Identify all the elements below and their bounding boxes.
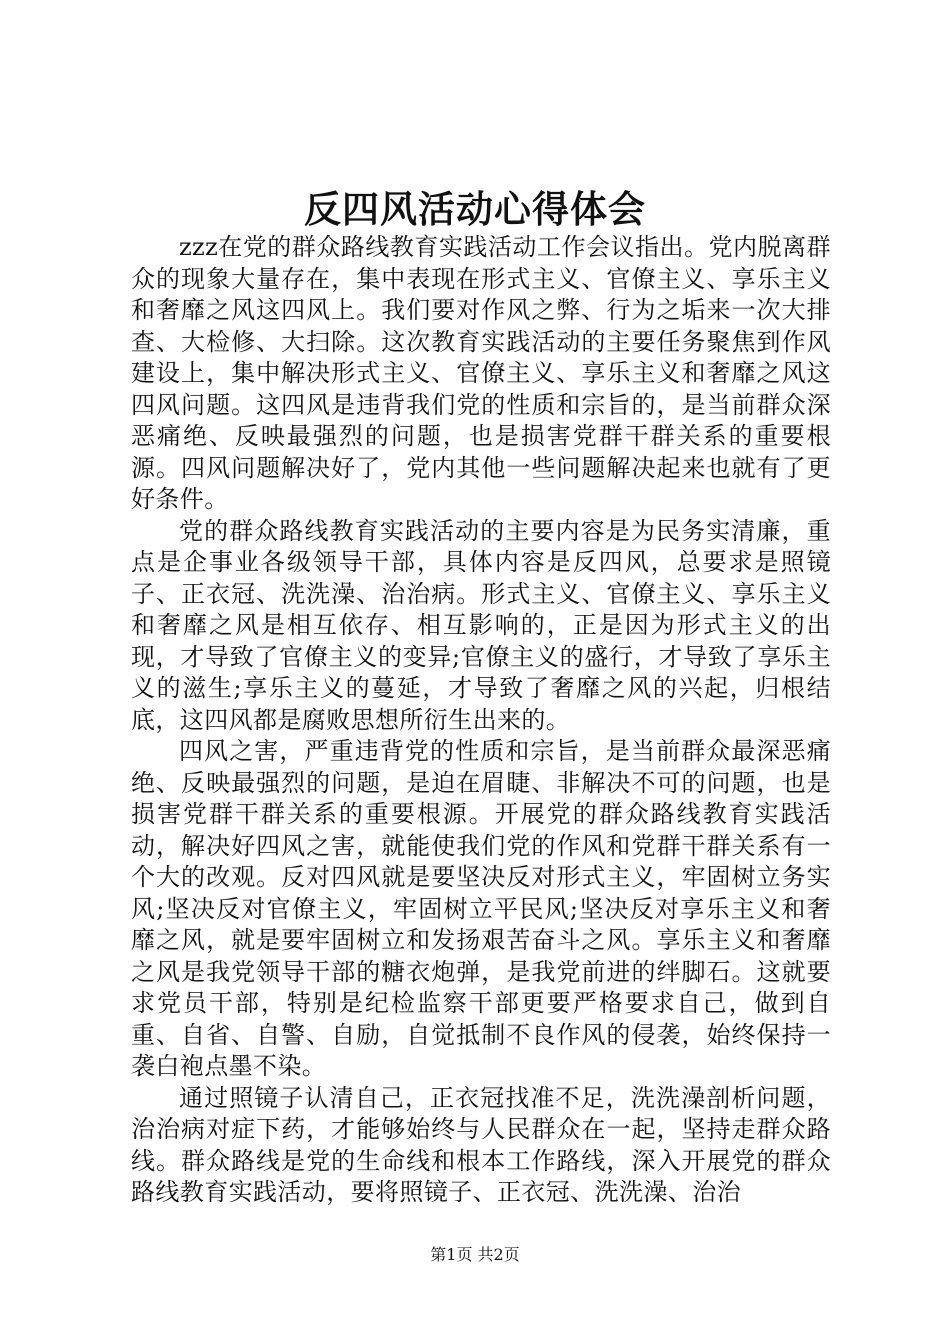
paragraph-3: 四风之害，严重违背党的性质和宗旨，是当前群众最深恶痛绝、反映最强烈的问题，是迫在眉睫、非解决不可的问题，也是损害党群干群关系的重要根源。开展党的群众路线教育实践活动，解决好四风之害，就能使我们党的作风和党群干群关系有一个大的改观。反对四风就是要坚决反对形式主义，牢固树立务实风;坚决反对官僚主义，牢固树立平民风;坚决反对享乐主义和奢靡之风，就是要牢固树立和发扬艰苦奋斗之风。享乐主义和奢靡之风是我党领导干部的糖衣炮弹，是我党前进的绊脚石。这就要求党员干部，特别是纪检监察干部更要严格要求自己，做到自重、自省、自警、自励，自觉抵制不良作风的侵袭，始终保持一袭白袍点墨不染。 bbox=[131, 737, 831, 1080]
page-footer bbox=[0, 1244, 950, 1266]
page-number-indicator: 第1页 共2页 bbox=[430, 1245, 520, 1264]
paragraph-4: 通过照镜子认清自己，正衣冠找准不足，洗洗澡剖析问题，治治病对症下药，才能够始终与人民群众在一起，坚持走群众路线。群众路线是党的生命线和根本工作路线，深入开展党的群众路线教育实践活动，要将照镜子、正衣冠、洗洗澡、治治 bbox=[131, 1083, 831, 1206]
document-body bbox=[131, 232, 831, 1209]
document-title: 反四风活动心得体会 bbox=[304, 187, 646, 231]
paragraph-1: zzz在党的群众路线教育实践活动工作会议指出。党内脱离群众的现象大量存在，集中表现在形式主义、官僚主义、享乐主义和奢靡之风这四风上。我们要对作风之弊、行为之垢来一次大排查、大检修、大扫除。这次教育实践活动的主要任务聚焦到作风建设上，集中解决形式主义、官僚主义、享乐主义和奢靡之风这四风问题。这四风是违背我们党的性质和宗旨的，是当前群众深恶痛绝、反映最强烈的问题，也是损害党群干群关系的重要根源。四风问题解决好了，党内其他一些问题解决起来也就有了更好条件。 bbox=[131, 233, 831, 513]
paragraph-2: 党的群众路线教育实践活动的主要内容是为民务实清廉，重点是企事业各级领导干部，具体内容是反四风，总要求是照镜子、正衣冠、洗洗澡、治治病。形式主义、官僚主义、享乐主义和奢靡之风是相互依存、相互影响的，正是因为形式主义的出现，才导致了官僚主义的变异;官僚主义的盛行，才导致了享乐主义的滋生;享乐主义的蔓延，才导致了奢靡之风的兴起，归根结底，这四风都是腐败思想所衍生出来的。 bbox=[131, 516, 831, 734]
